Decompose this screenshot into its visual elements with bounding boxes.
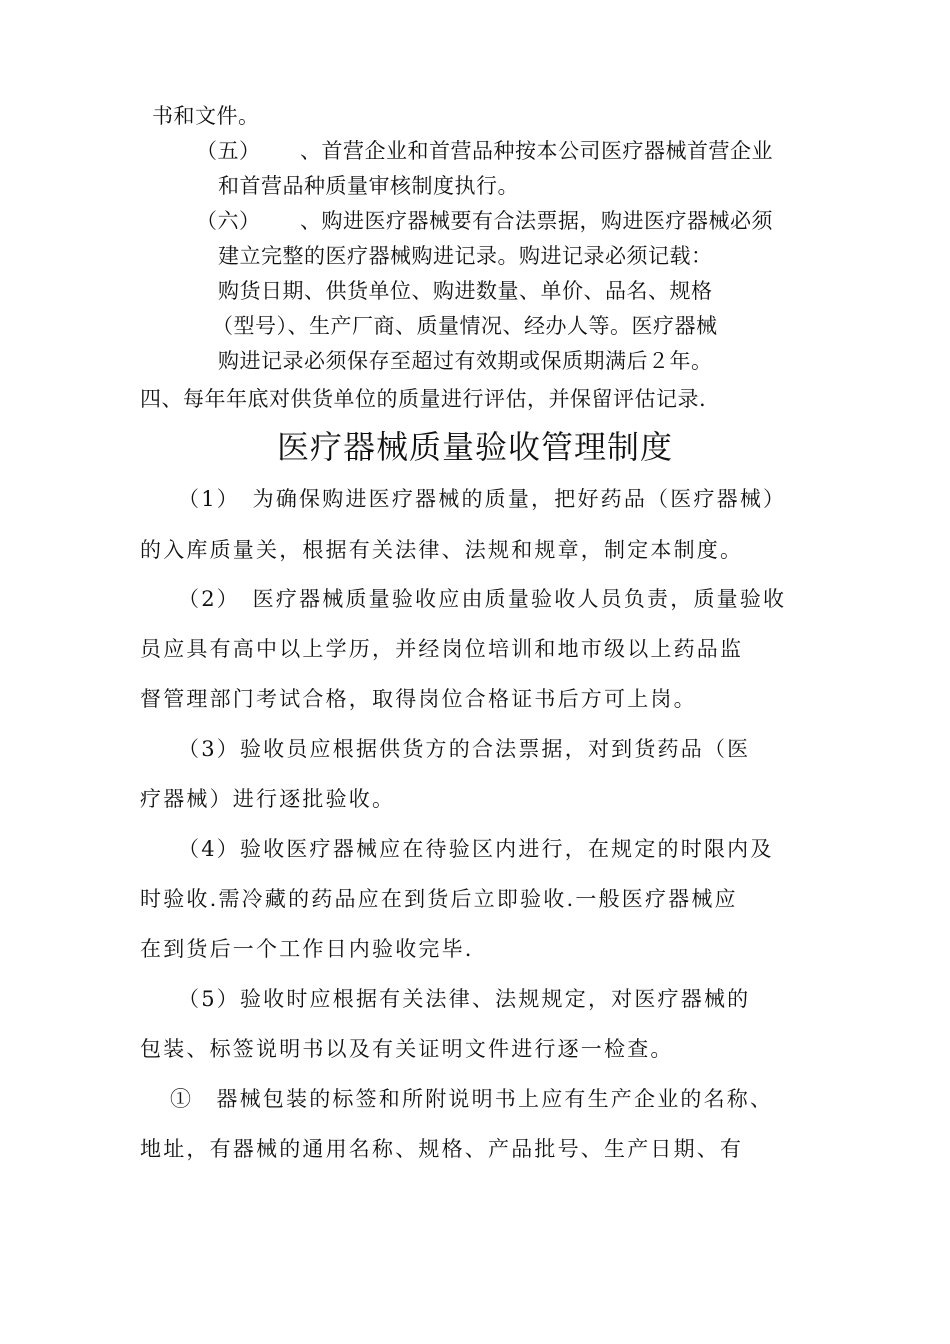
p1-line2: 的入库质量关，根据有关法律、法规和规章，制定本制度。: [140, 538, 744, 562]
p4-line1: （4）验收医疗器械应在待验区内进行，在规定的时限内及: [178, 837, 774, 861]
p5-line2: 包装、标签说明书以及有关证明文件进行逐一检查。: [140, 1037, 674, 1061]
p4-line3: 在到货后一个工作日内验收完毕.: [140, 937, 474, 961]
section3-tail: 书和文件。: [152, 104, 260, 128]
p3-line1: （3）验收员应根据供货方的合法票据，对到货药品（医: [178, 737, 751, 761]
p6-line1: ① 器械包装的标签和所附说明书上应有生产企业的名称、: [170, 1087, 774, 1111]
item6-line3: 购货日期、供货单位、购进数量、单价、品名、规格: [218, 279, 713, 303]
item6-label: （六）: [196, 209, 261, 233]
item5-line2: 和首营品种质量审核制度执行。: [218, 174, 519, 198]
p2-line3: 督管理部门考试合格，取得岗位合格证书后方可上岗。: [140, 687, 697, 711]
item5-line1: 、首营企业和首营品种按本公司医疗器械首营企业: [300, 139, 773, 163]
item6-line1: 、购进医疗器械要有合法票据，购进医疗器械必须: [300, 209, 773, 233]
page-title: 医疗器械质量验收管理制度: [276, 428, 673, 466]
p6-line2: 地址，有器械的通用名称、规格、产品批号、生产日期、有: [140, 1137, 744, 1161]
section4-heading: 四、每年年底对供货单位的质量进行评估，并保留评估记录.: [140, 387, 707, 411]
p2-line2: 员应具有高中以上学历，并经岗位培训和地市级以上药品监: [140, 637, 744, 661]
p1-line1: （1） 为确保购进医疗器械的质量，把好药品（医疗器械）: [178, 487, 787, 511]
p2-line1: （2） 医疗器械质量验收应由质量验收人员负责，质量验收: [178, 587, 787, 611]
p3-line2: 疗器械）进行逐批验收。: [140, 787, 396, 811]
item6-line4: （型号）、生产厂商、质量情况、经办人等。医疗器械: [212, 314, 718, 338]
item6-line5: 购进记录必须保存至超过有效期或保质期满后２年。: [218, 349, 713, 373]
item6-line2: 建立完整的医疗器械购进记录。购进记录必须记载：: [218, 244, 713, 268]
item5-label: （五）: [196, 139, 261, 163]
p4-line2: 时验收.需冷藏的药品应在到货后立即验收.一般医疗器械应: [140, 887, 738, 911]
p5-line1: （5）验收时应根据有关法律、法规规定，对医疗器械的: [178, 987, 751, 1011]
